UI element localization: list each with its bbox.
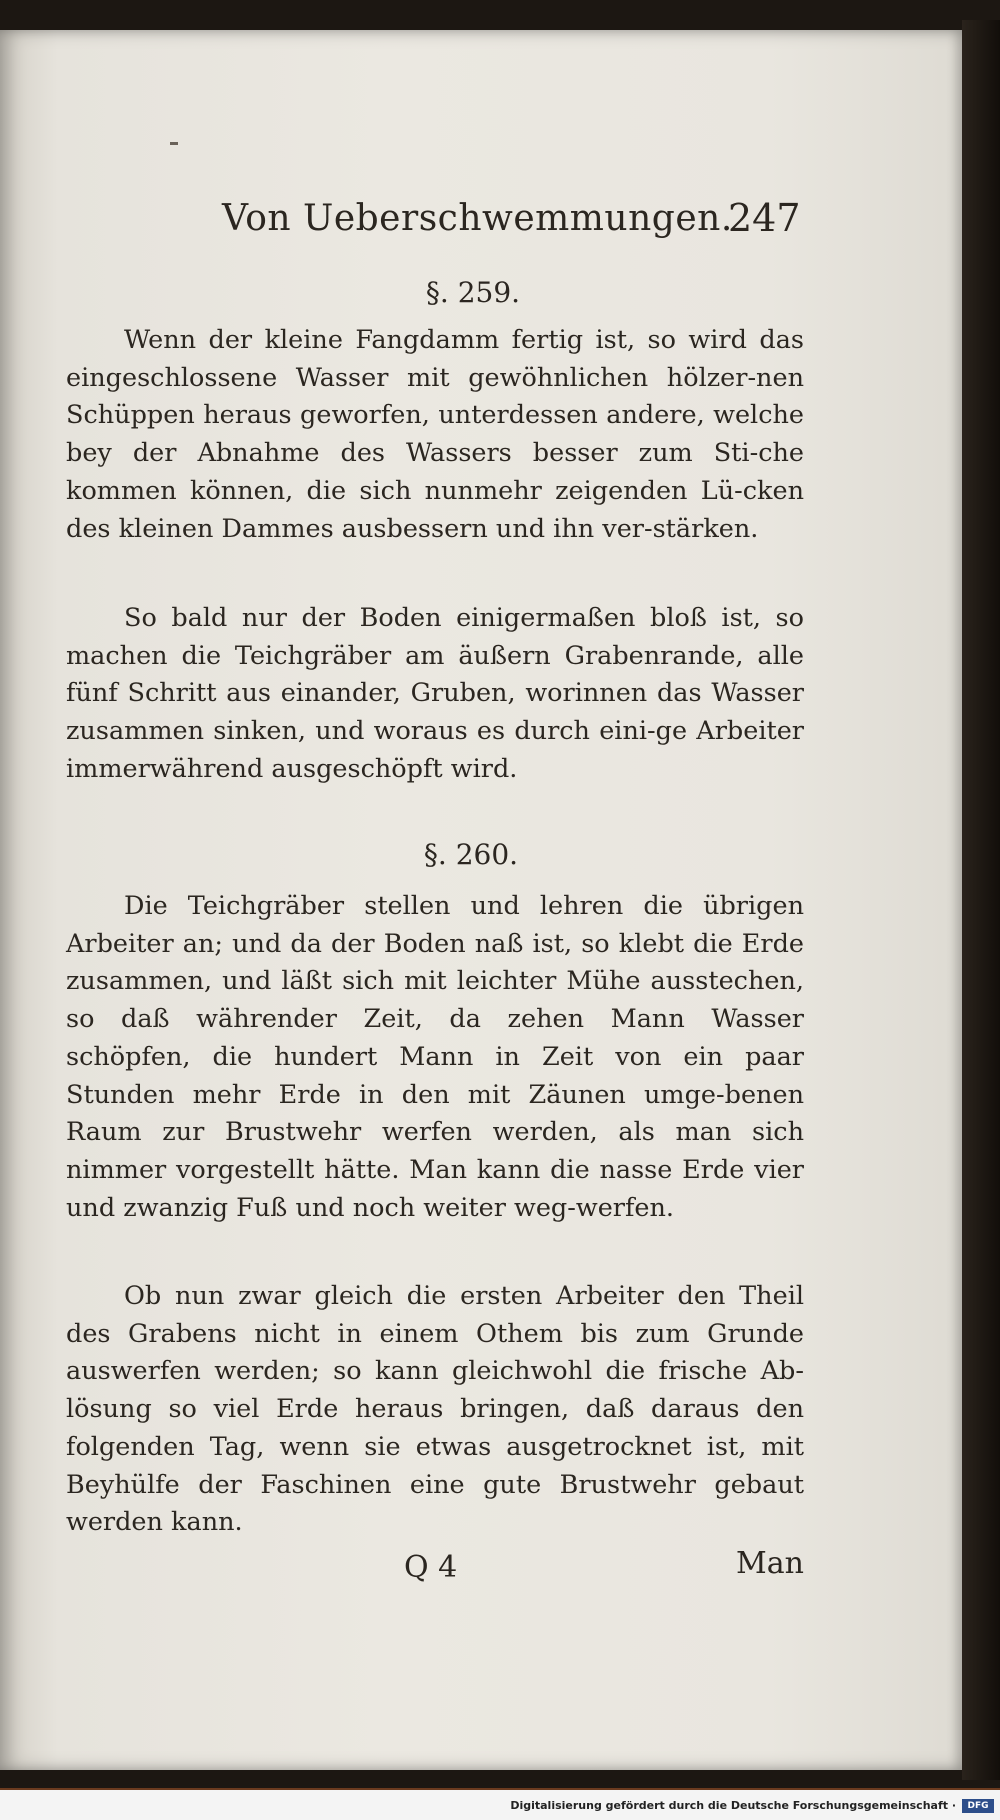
section-heading-260: §. 260. [423, 838, 519, 871]
paper-page [0, 30, 962, 1770]
book-edge-shadow [962, 20, 1000, 1780]
paragraph-3: Die Teichgräber stellen und lehren die übrigen Arbeiter an; und da der Boden naß ist, so klebt die Erde zusammen, und läßt sich mit leichter Mühe ausstechen, so daß währender Zeit, da zehen Mann Wasser schöpfen, die hundert Mann in Zeit von ein paar Stunden mehr Erde in den mit Zäunen umge-benen Raum zur Brustwehr werfen werden, als man sich nimmer vorgestellt hätte. Man kann die nasse Erde vier und zwanzig Fuß und noch weiter weg-werfen. [66, 891, 804, 1223]
signature-mark: Q 4 [404, 1550, 458, 1585]
paragraph-2: So bald nur der Boden einigermaßen bloß ist, so machen die Teichgräber am äußern Grabenrande, alle fünf Schritt aus einander, Gruben, worinnen das Wasser zusammen sinken, und woraus es durch eini-ge Arbeiter immerwährend ausgeschöpft wird. [66, 603, 804, 784]
running-head: Von Ueberschwemmungen. [222, 198, 733, 239]
page-number: 247 [728, 196, 801, 240]
dfg-logo: DFG [962, 1799, 994, 1813]
paragraph-1: Wenn der kleine Fangdamm fertig ist, so wird das eingeschlossene Wasser mit gewöhnlichen hölzer-nen Schüppen heraus geworfen, unterdessen andere, welche bey der Abnahme des Wassers besser zum Sti-che kommen können, die sich nunmehr zeigenden Lü-cken des kleinen Dammes ausbessern und ihn ver-stärken. [66, 325, 804, 544]
footer-credit-text: Digitalisierung gefördert durch die Deutsche Forschungsgemeinschaft · [510, 1799, 956, 1812]
section-heading-259: §. 259. [425, 276, 521, 309]
paragraph-4: Ob nun zwar gleich die ersten Arbeiter den Theil des Grabens nicht in einem Othem bis zum Grunde auswerfen werden; so kann gleichwohl die frische Ab-lösung so viel Erde heraus bringen, daß daraus den folgenden Tag, wenn sie etwas ausgetrocknet ist, mit Beyhülfe der Faschinen eine gute Brustwehr gebaut werden kann. [66, 1281, 804, 1538]
catchword: Man [736, 1546, 804, 1581]
digitization-footer [0, 1788, 1000, 1820]
stray-ink-mark [170, 142, 178, 145]
